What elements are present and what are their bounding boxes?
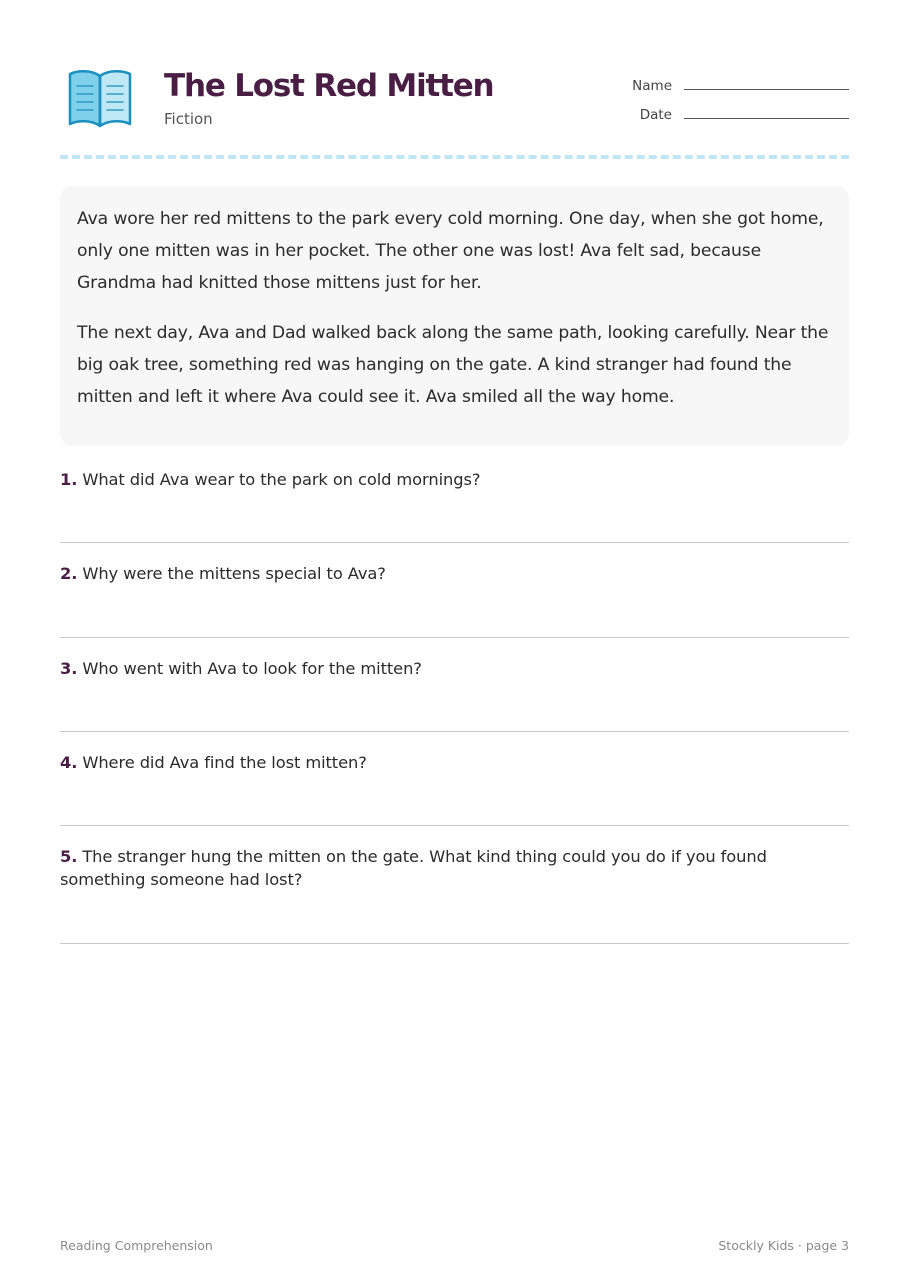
answer-line-1[interactable]	[60, 542, 849, 543]
footer-page-label: Stockly Kids · page 3	[718, 1238, 849, 1253]
question-2	[60, 562, 849, 585]
story-paragraph: The next day, Ava and Dad walked back along the same path, looking carefully. Near the big oak tree, something red was hanging on the gate. A kind stranger had found the mitten and left it where Ava could see it. Ava smiled all the way home.	[77, 323, 829, 407]
name-field[interactable]	[684, 89, 849, 90]
question-1	[60, 468, 849, 491]
question-text: Why were the mittens special to Ava?	[82, 564, 386, 583]
footer-section-label: Reading Comprehension	[60, 1238, 213, 1253]
question-3	[60, 657, 849, 680]
page-title: The Lost Red Mitten	[164, 68, 494, 104]
question-number: 2.	[60, 564, 78, 583]
answer-line-5[interactable]	[60, 943, 849, 944]
date-field[interactable]	[684, 118, 849, 119]
question-number: 4.	[60, 753, 78, 772]
answer-line-2[interactable]	[60, 637, 849, 638]
header-divider	[60, 155, 849, 159]
story-paragraph: Ava wore her red mittens to the park every cold morning. One day, when she got home, only one mitten was in her pocket. The other one was lost! Ava felt sad, because Grandma had knitted those mittens just for her.	[77, 209, 824, 293]
question-text: Who went with Ava to look for the mitten?	[82, 659, 422, 678]
question-text: The stranger hung the mitten on the gate. What kind thing could you do if you found something someone had lost?	[60, 847, 767, 889]
genre-label: Fiction	[164, 110, 213, 128]
question-number: 3.	[60, 659, 78, 678]
question-text: Where did Ava find the lost mitten?	[82, 753, 367, 772]
answer-line-4[interactable]	[60, 825, 849, 826]
question-number: 5.	[60, 847, 78, 866]
date-label: Date	[639, 107, 672, 123]
open-book-icon	[66, 68, 134, 130]
name-label: Name	[632, 78, 672, 94]
question-number: 1.	[60, 470, 78, 489]
answer-line-3[interactable]	[60, 731, 849, 732]
question-5	[60, 845, 849, 891]
question-4	[60, 751, 849, 774]
question-text: What did Ava wear to the park on cold mornings?	[82, 470, 481, 489]
story-passage	[60, 186, 849, 446]
